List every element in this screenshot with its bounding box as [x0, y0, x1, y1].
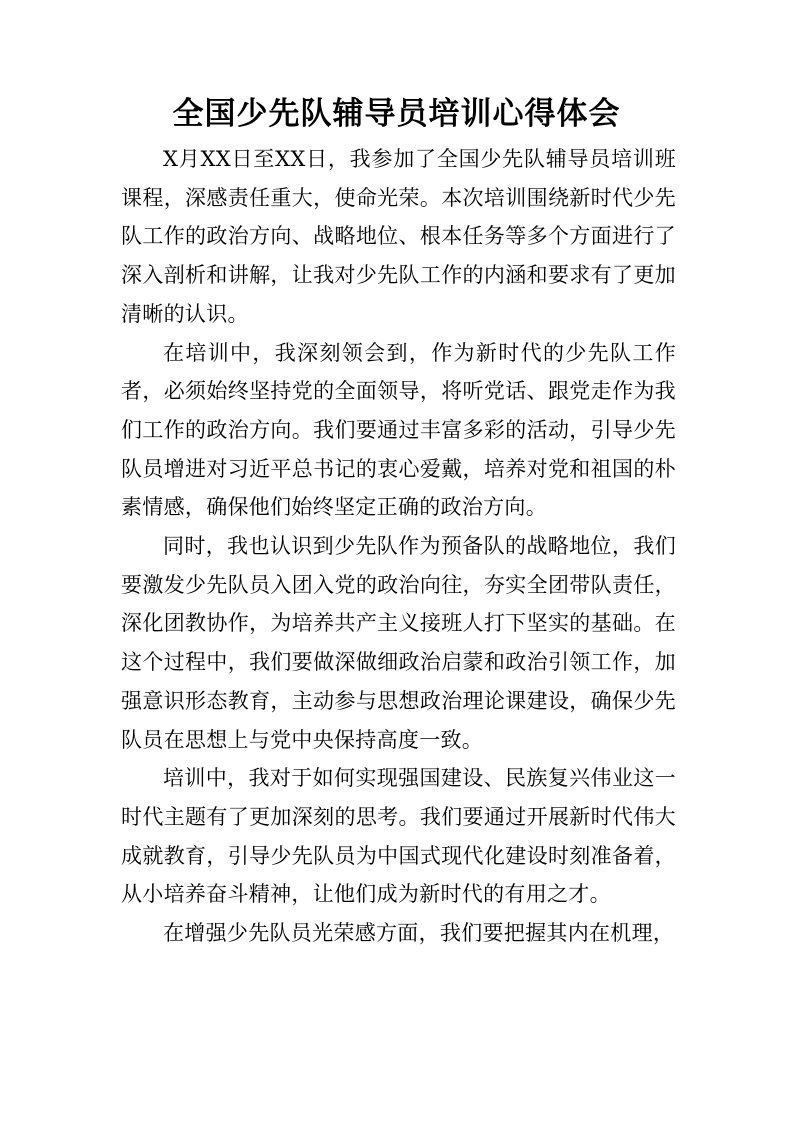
paragraph-5: 在增强少先队员光荣感方面，我们要把握其内在机理，	[163, 921, 675, 946]
document-title: 全国少先队辅导员培训心得体会	[172, 96, 621, 132]
paragraph-4: 培训中，我对于如何实现强国建设、民族复兴伟业这一时代主题有了更加深刻的思考。我们要通过开展新时代伟大成就教育，引导少先队员为中国式现代化建设时刻准备着，从小培养奋斗精神，让他们成为新时代的有用之才。	[121, 766, 676, 907]
paragraph-3: 同时，我也认识到少先队作为预备队的战略地位，我们要激发少先队员入团入党的政治向往，夯实全团带队责任，深化团教协作，为培养共产主义接班人打下坚实的基础。在这个过程中，我们要做深做细政治启蒙和政治引领工作，加强意识形态教育，主动参与思想政治理论课建设，确保少先队员在思想上与党中央保持高度一致。	[121, 534, 676, 752]
paragraph-1: X月XX日至XX日，我参加了全国少先队辅导员培训班课程，深感责任重大，使命光荣。本次培训围绕新时代少先队工作的政治方向、战略地位、根本任务等多个方面进行了深入剖析和讲解，让我对少先队工作的内涵和要求有了更加清晰的认识。	[121, 147, 676, 326]
paragraph-2: 在培训中，我深刻领会到，作为新时代的少先队工作者，必须始终坚持党的全面领导，将听党话、跟党走作为我们工作的政治方向。我们要通过丰富多彩的活动，引导少先队员增进对习近平总书记的衷心爱戴，培养对党和祖国的朴素情感，确保他们始终坚定正确的政治方向。	[121, 340, 676, 520]
document-body	[121, 140, 676, 953]
